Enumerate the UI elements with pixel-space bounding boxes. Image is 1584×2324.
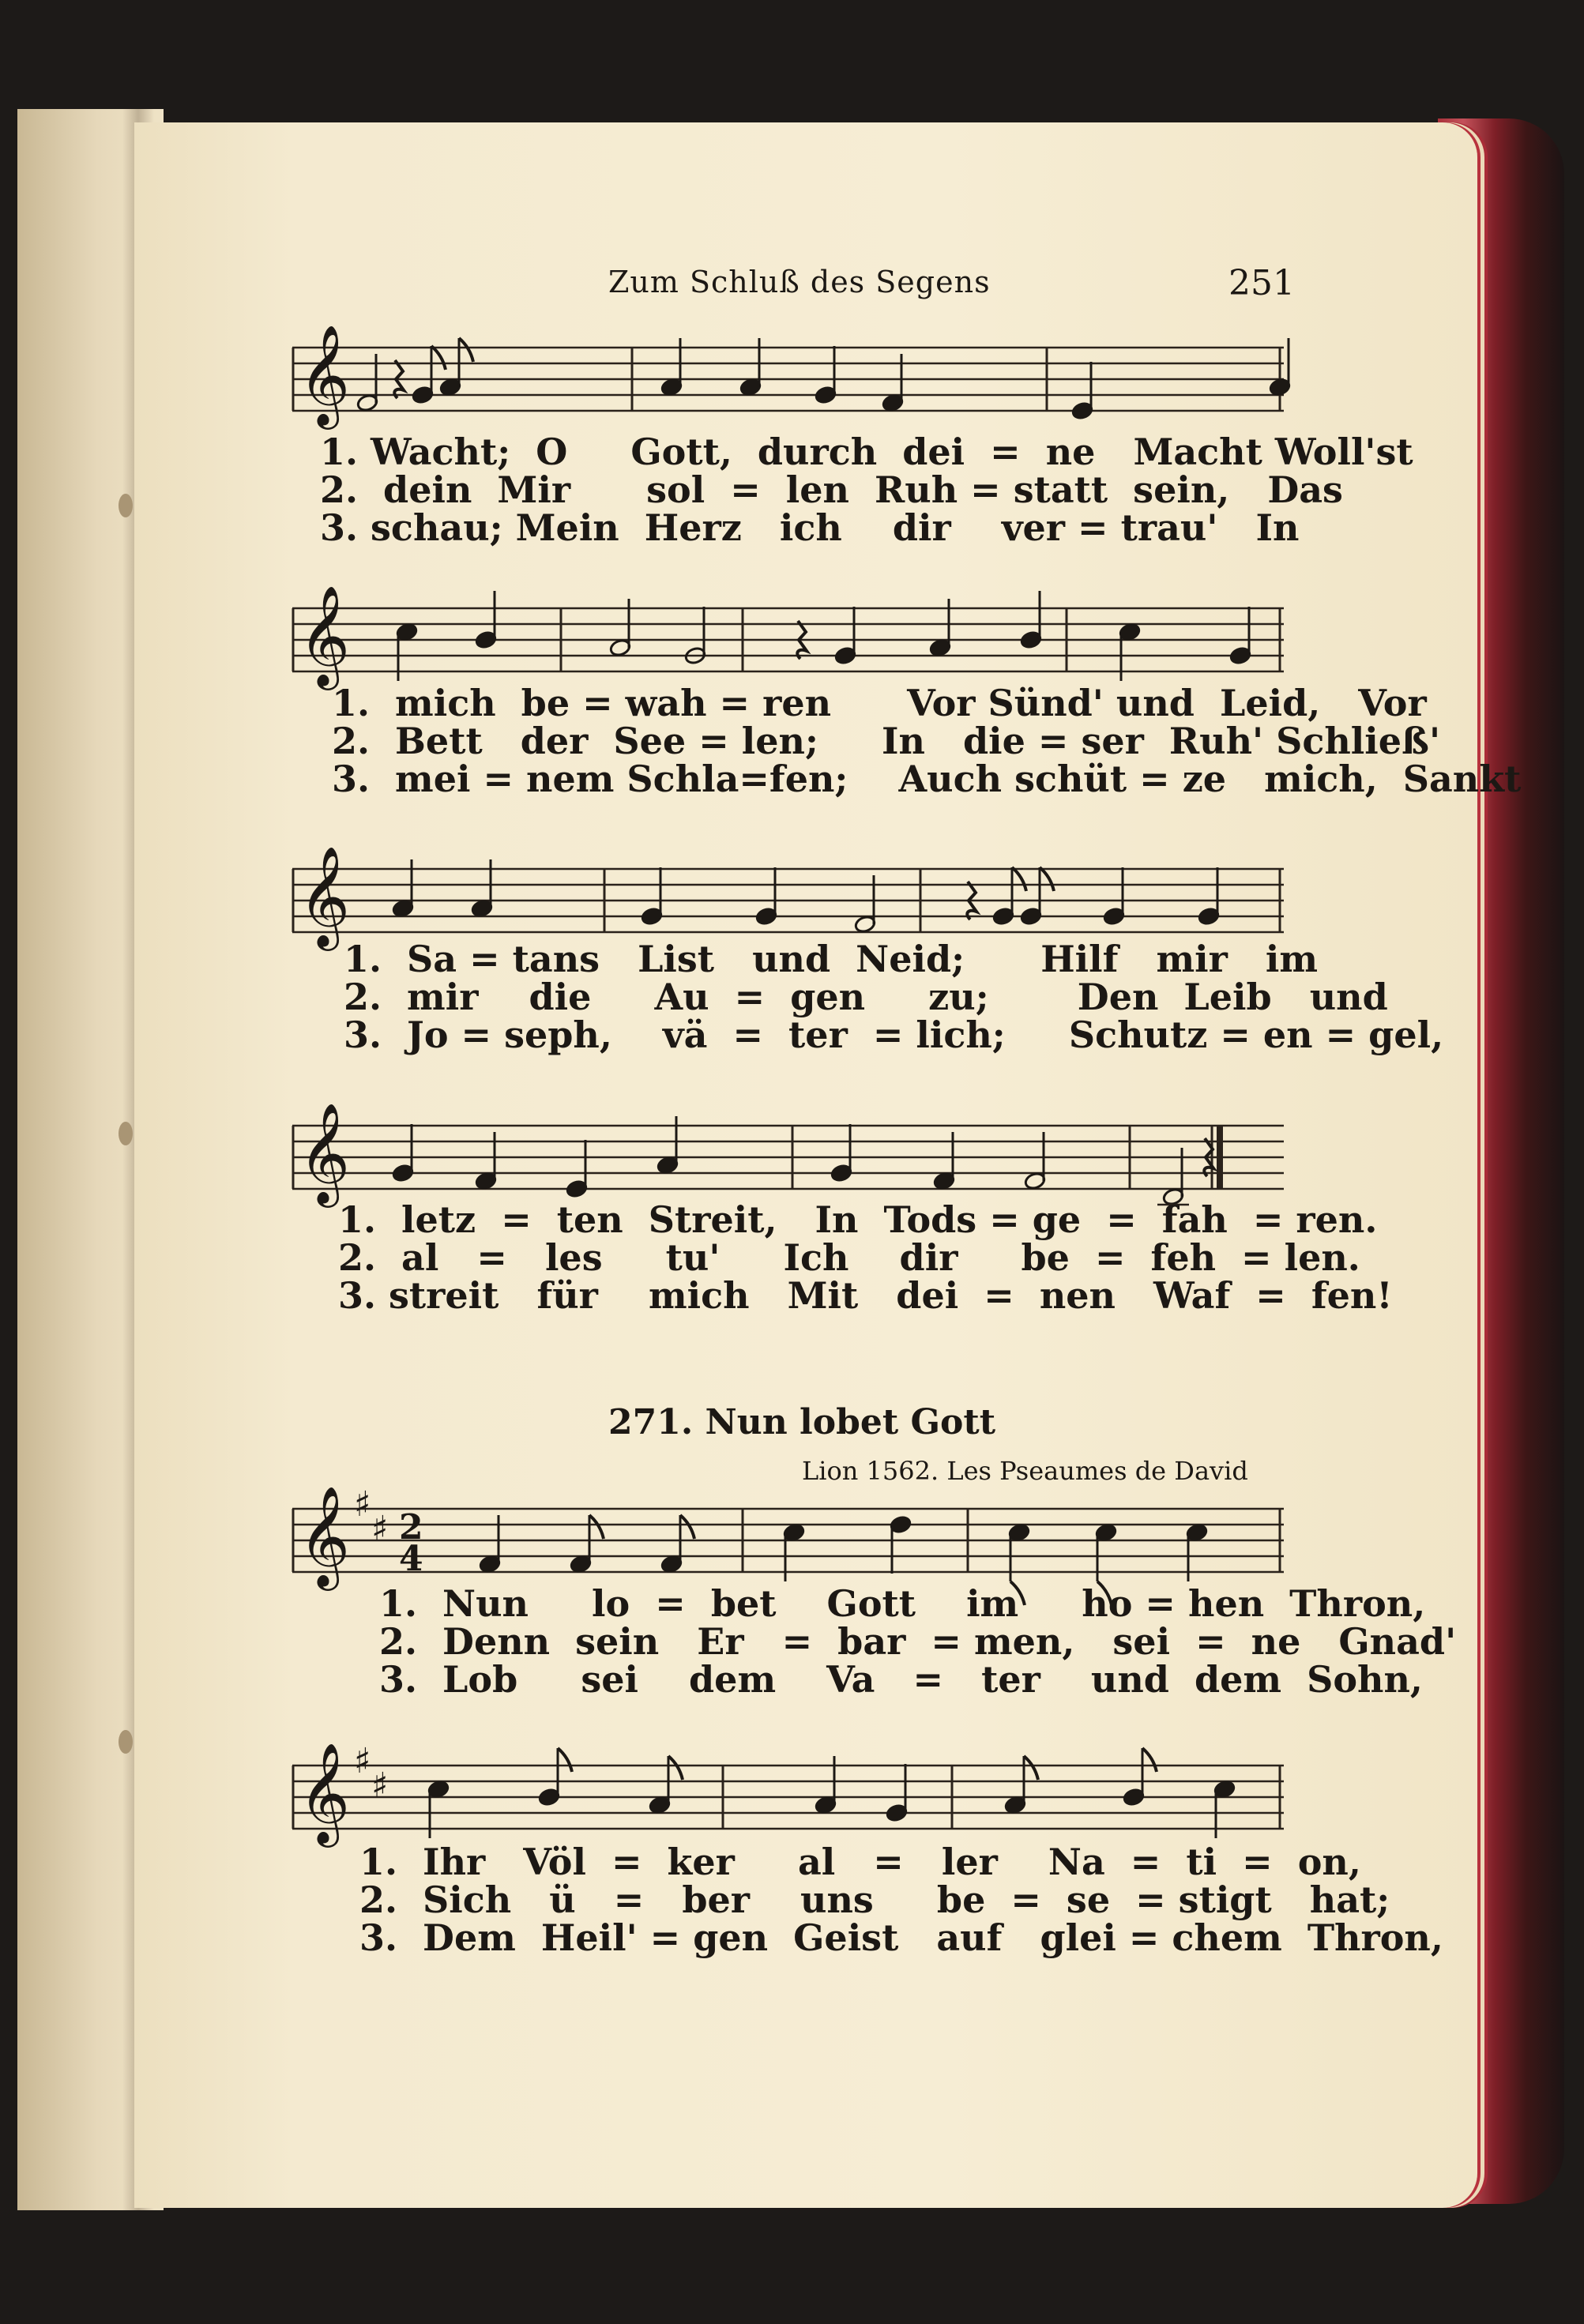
lyric-line: 1. mich be = wah = ren Vor Sünd' und Leid, Vor (332, 682, 1427, 724)
eighth-flag (1040, 867, 1054, 891)
eighth-flag (459, 338, 473, 362)
lyric-line: 2. Bett der See = len; In die = ser Ruh' Schließ' (332, 720, 1441, 762)
eighth-flag (589, 1515, 604, 1539)
sharp-sign: ♯ (371, 1766, 389, 1806)
final-barline-thick (1217, 1126, 1223, 1189)
lyric-line: 3. schau; Mein Herz ich dir ver = trau' In (320, 506, 1300, 549)
lyric-line: 3. streit für mich Mit dei = nen Waf = fen! (338, 1274, 1393, 1317)
sharp-sign: ♯ (371, 1509, 389, 1549)
hymn-title: 271. Nun lobet Gott (608, 1402, 996, 1442)
time-signature-denominator: 4 (399, 1539, 423, 1579)
running-head: Zum Schluß des Segens (608, 265, 991, 299)
eighth-flag (668, 1756, 683, 1780)
eighth-flag (431, 346, 446, 370)
sharp-sign: ♯ (354, 1741, 371, 1781)
lyric-line: 3. Jo = seph, vä = ter = lich; Schutz = en = gel, (344, 1013, 1444, 1056)
binding-stitch-hole (119, 1122, 133, 1145)
lyric-line: 3. Dem Heil' = gen Geist auf glei = chem Thron, (359, 1916, 1443, 1959)
lyric-line: 2. Sich ü = ber uns be = se = stigt hat; (359, 1878, 1390, 1921)
treble-clef: 𝄞 (299, 1102, 351, 1203)
lyric-line: 1. Wacht; O Gott, durch dei = ne Macht Woll'st (320, 431, 1413, 473)
lyric-line: 2. mir die Au = gen zu; Den Leib und (344, 976, 1388, 1018)
treble-clef: 𝄞 (299, 1485, 351, 1586)
lyric-line: 2. al = les tu' Ich dir be = feh = len. (338, 1236, 1360, 1279)
treble-clef: 𝄞 (299, 1742, 351, 1843)
music-staff (292, 585, 1288, 687)
lyric-line: 2. dein Mir sol = len Ruh = statt sein, Das (320, 468, 1343, 511)
eighth-flag (1012, 867, 1026, 891)
treble-clef: 𝄞 (299, 585, 351, 686)
sharp-sign: ♯ (354, 1484, 371, 1525)
music-staff (292, 1741, 1288, 1845)
eighth-flag (1024, 1756, 1038, 1780)
lyric-line: 1. Sa = tans List und Neid; Hilf mir im (344, 938, 1319, 980)
lyric-line: 1. letz = ten Streit, In Tods = ge = fah = ren. (338, 1198, 1378, 1241)
lyrics-block (344, 940, 1443, 1054)
lyric-line: 1. Ihr Völ = ker al = ler Na = ti = on, (359, 1841, 1361, 1883)
treble-clef: 𝄞 (299, 845, 351, 946)
time-signature-numerator: 2 (399, 1507, 423, 1547)
lyric-line: 3. mei = nem Schla=fen; Auch schüt = ze mich, Sankt (332, 758, 1522, 800)
music-staff (292, 324, 1288, 427)
binding-stitch-hole (119, 1730, 133, 1754)
lyric-line: 3. Lob sei dem Va = ter und dem Sohn, (379, 1658, 1423, 1701)
lyrics-block (338, 1198, 1393, 1317)
lyric-line: 2. Denn sein Er = bar = men, sei = ne Gnad' (379, 1620, 1457, 1663)
page-number: 251 (1228, 263, 1295, 303)
music-staff (292, 845, 1288, 948)
lyric-line: 1. Nun lo = bet Gott im ho = hen Thron, (379, 1582, 1426, 1625)
treble-clef: 𝄞 (299, 324, 351, 425)
eighth-flag (680, 1515, 694, 1539)
lyrics-block (359, 1843, 1443, 1957)
music-staff (292, 1102, 1288, 1205)
lyrics-block (320, 433, 1413, 547)
hymn-source: Lion 1562. Les Pseaumes de David (802, 1456, 1248, 1486)
lyrics-block (379, 1582, 1457, 1701)
lyrics-block (332, 684, 1521, 798)
binding-stitch-hole (119, 494, 133, 517)
music-staff (292, 1484, 1288, 1588)
